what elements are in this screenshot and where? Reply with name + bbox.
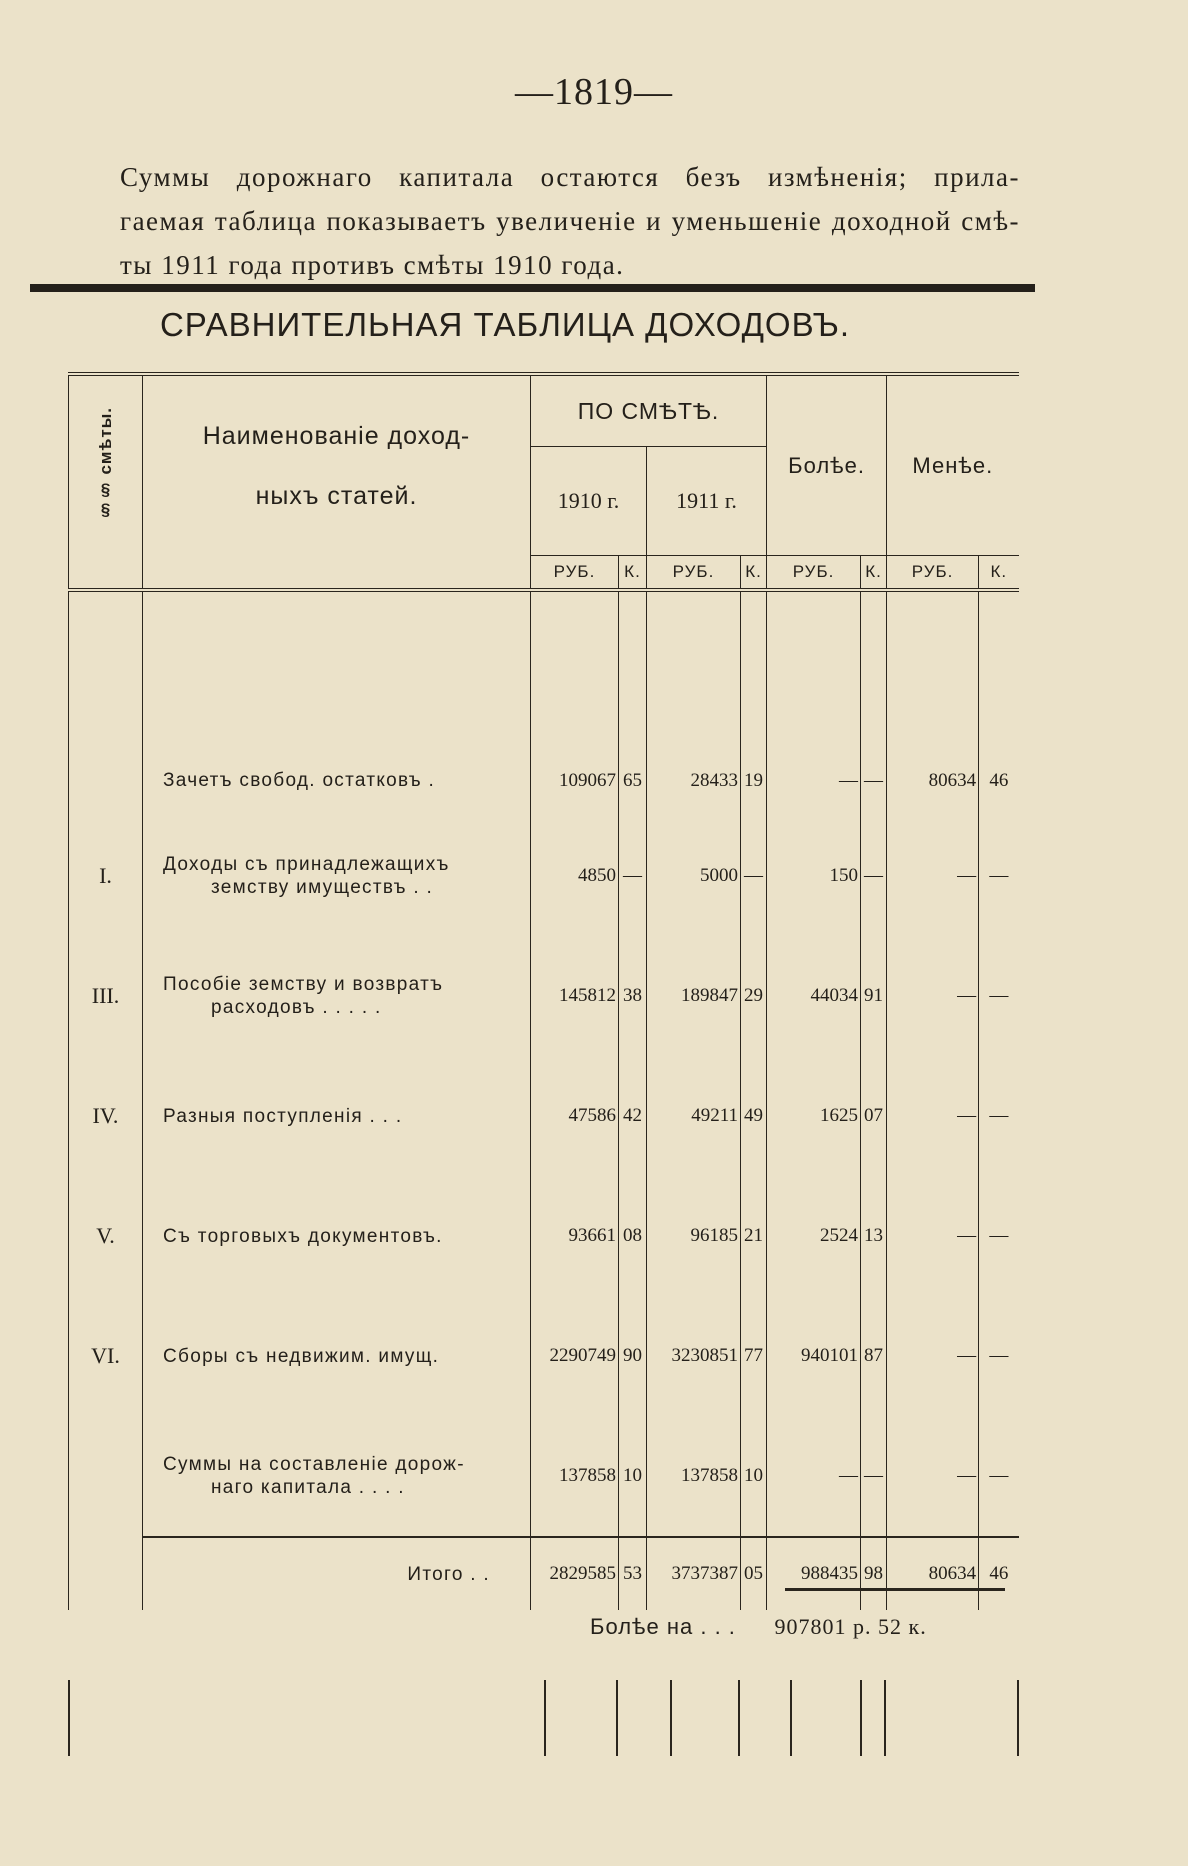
menee-kop: 46 [979, 590, 1019, 816]
bolee-kop: 91 [861, 936, 887, 1056]
rub-1911: 189847 [647, 936, 741, 1056]
total-k1910: 53 [619, 1537, 647, 1610]
bolee-header: Болѣе. [767, 374, 887, 556]
item-name [143, 1056, 531, 1176]
rub-1910: 109067 [531, 590, 619, 816]
section-number [69, 1416, 143, 1537]
bolee-kop: 87 [861, 1296, 887, 1416]
table-row [69, 1296, 1019, 1416]
bolee-rub: 1625 [767, 1056, 861, 1176]
menee-kop: — [979, 1176, 1019, 1296]
bolee-rub: 150 [767, 816, 861, 936]
menee-kop: — [979, 1056, 1019, 1176]
rub-1910: 47586 [531, 1056, 619, 1176]
rub-1911: 28433 [647, 590, 741, 816]
item-name-line-2: расходовъ . . . . . [211, 997, 382, 1018]
kop-1911: 77 [741, 1296, 767, 1416]
item-name-line-2: земству имуществъ . . [211, 877, 434, 898]
rub-1911: 3230851 [647, 1296, 741, 1416]
section-number: I. [69, 816, 143, 936]
year-1911-header: 1911 г. [647, 447, 767, 556]
item-name [143, 1416, 531, 1537]
menee-kop: — [979, 1296, 1019, 1416]
unit-rub: РУБ. [887, 556, 979, 591]
bolee-rub: 44034 [767, 936, 861, 1056]
item-name-line-1: Съ торговыхъ документовъ. [163, 1225, 443, 1247]
total-r1911: 3737387 [647, 1537, 741, 1610]
kop-1910: 42 [619, 1056, 647, 1176]
rub-1910: 145812 [531, 936, 619, 1056]
bolee-rub: — [767, 590, 861, 816]
name-header: Наименованіе доход- ныхъ статей. [143, 374, 531, 556]
bolee-kop: — [861, 590, 887, 816]
rub-1910: 2290749 [531, 1296, 619, 1416]
table-row [69, 1056, 1019, 1176]
total-row [69, 1537, 1019, 1610]
menee-rub: 80634 [887, 590, 979, 816]
kop-1910: 38 [619, 936, 647, 1056]
kop-1911: 21 [741, 1176, 767, 1296]
summary-value: 907801 р. 52 к. [774, 1614, 927, 1639]
menee-kop: — [979, 936, 1019, 1056]
section-number: V. [69, 1176, 143, 1296]
section-header: §§ смѣты. [69, 374, 143, 556]
item-name-line-1: Пособіе земству и возвратъ [163, 974, 444, 995]
total-bolee-rub: 988435 [767, 1537, 861, 1610]
menee-header: Менѣе. [887, 374, 1019, 556]
item-name [143, 936, 531, 1056]
table-row [69, 936, 1019, 1056]
total-menee-kop: 46 [979, 1537, 1019, 1610]
rub-1911: 137858 [647, 1416, 741, 1537]
intro-line-2: гаемая таблица показываетъ увеличеніе и уменьшеніе доходной смѣ- [120, 206, 1020, 236]
menee-rub: — [887, 1056, 979, 1176]
kop-1910: 10 [619, 1416, 647, 1537]
page-number: —1819— [515, 71, 673, 113]
total-bolee-kop: 98 [861, 1537, 887, 1610]
item-name [143, 590, 531, 816]
kop-1911: 29 [741, 936, 767, 1056]
kop-1911: 19 [741, 590, 767, 816]
bolee-rub: — [767, 1416, 861, 1537]
bolee-rub: 940101 [767, 1296, 861, 1416]
unit-rub: РУБ. [531, 556, 619, 591]
kop-1910: — [619, 816, 647, 936]
rub-1911: 49211 [647, 1056, 741, 1176]
rub-1911: 5000 [647, 816, 741, 936]
bolee-rub: 2524 [767, 1176, 861, 1296]
menee-rub: — [887, 936, 979, 1056]
comparison-table [68, 372, 1018, 1610]
intro-line-1: Суммы дорожнаго капитала остаются безъ измѣненія; прила- [120, 162, 1020, 192]
total-r1910: 2829585 [531, 1537, 619, 1610]
bolee-kop: 07 [861, 1056, 887, 1176]
year-1910-header: 1910 г. [531, 447, 647, 556]
item-name [143, 816, 531, 936]
kop-1910: 90 [619, 1296, 647, 1416]
table-row [69, 590, 1019, 816]
intro-paragraph [120, 155, 1020, 287]
item-name [143, 1296, 531, 1416]
menee-rub: — [887, 816, 979, 936]
bolee-kop: — [861, 1416, 887, 1537]
rub-1910: 137858 [531, 1416, 619, 1537]
total-menee-rub: 80634 [887, 1537, 979, 1610]
item-name-line-1: Сборы съ недвижим. имущ. [163, 1345, 440, 1367]
unit-rub: РУБ. [647, 556, 741, 591]
unit-kop: К. [741, 556, 767, 591]
section-number: VI. [69, 1296, 143, 1416]
rub-1910: 4850 [531, 816, 619, 936]
po-smete-header: ПО СМѢТѢ. [531, 374, 767, 447]
summary-label: Болѣе на . . . [590, 1614, 736, 1639]
kop-1911: 49 [741, 1056, 767, 1176]
menee-kop: — [979, 1416, 1019, 1537]
rub-1911: 96185 [647, 1176, 741, 1296]
item-name-line-1: Доходы съ принадлежащихъ [163, 854, 450, 875]
summary-line [590, 1614, 1010, 1640]
total-label: Итого . . [143, 1537, 531, 1610]
intro-line-3: ты 1911 года противъ смѣты 1910 года. [120, 250, 625, 280]
rub-1910: 93661 [531, 1176, 619, 1296]
table-row [69, 1176, 1019, 1296]
item-name-line-2: наго капитала . . . . [211, 1477, 405, 1498]
table-title: СРАВНИТЕЛЬНАЯ ТАБЛИЦА ДОХОДОВЪ. [159, 306, 851, 343]
menee-kop: — [979, 816, 1019, 936]
unit-kop: К. [979, 556, 1019, 591]
table-row [69, 816, 1019, 936]
item-name-line-1: Суммы на составленіе дорож- [163, 1454, 465, 1475]
section-number [69, 590, 143, 816]
heavy-rule [30, 284, 1035, 292]
menee-rub: — [887, 1296, 979, 1416]
menee-rub: — [887, 1416, 979, 1537]
unit-rub: РУБ. [767, 556, 861, 591]
kop-1911: 10 [741, 1416, 767, 1537]
flourish-rule [785, 1588, 1005, 1599]
table-row [69, 1416, 1019, 1537]
item-name-line-1: Зачетъ свобод. остатковъ . [163, 770, 436, 791]
menee-rub: — [887, 1176, 979, 1296]
section-number: III. [69, 936, 143, 1056]
total-k1911: 05 [741, 1537, 767, 1610]
kop-1910: 08 [619, 1176, 647, 1296]
kop-1911: — [741, 816, 767, 936]
bolee-kop: 13 [861, 1176, 887, 1296]
table-tail-lines [68, 1680, 1018, 1760]
bolee-kop: — [861, 816, 887, 936]
item-name [143, 1176, 531, 1296]
unit-kop: К. [861, 556, 887, 591]
unit-kop: К. [619, 556, 647, 591]
kop-1910: 65 [619, 590, 647, 816]
section-number: IV. [69, 1056, 143, 1176]
item-name-line-1: Разныя поступленія . . . [163, 1105, 403, 1127]
